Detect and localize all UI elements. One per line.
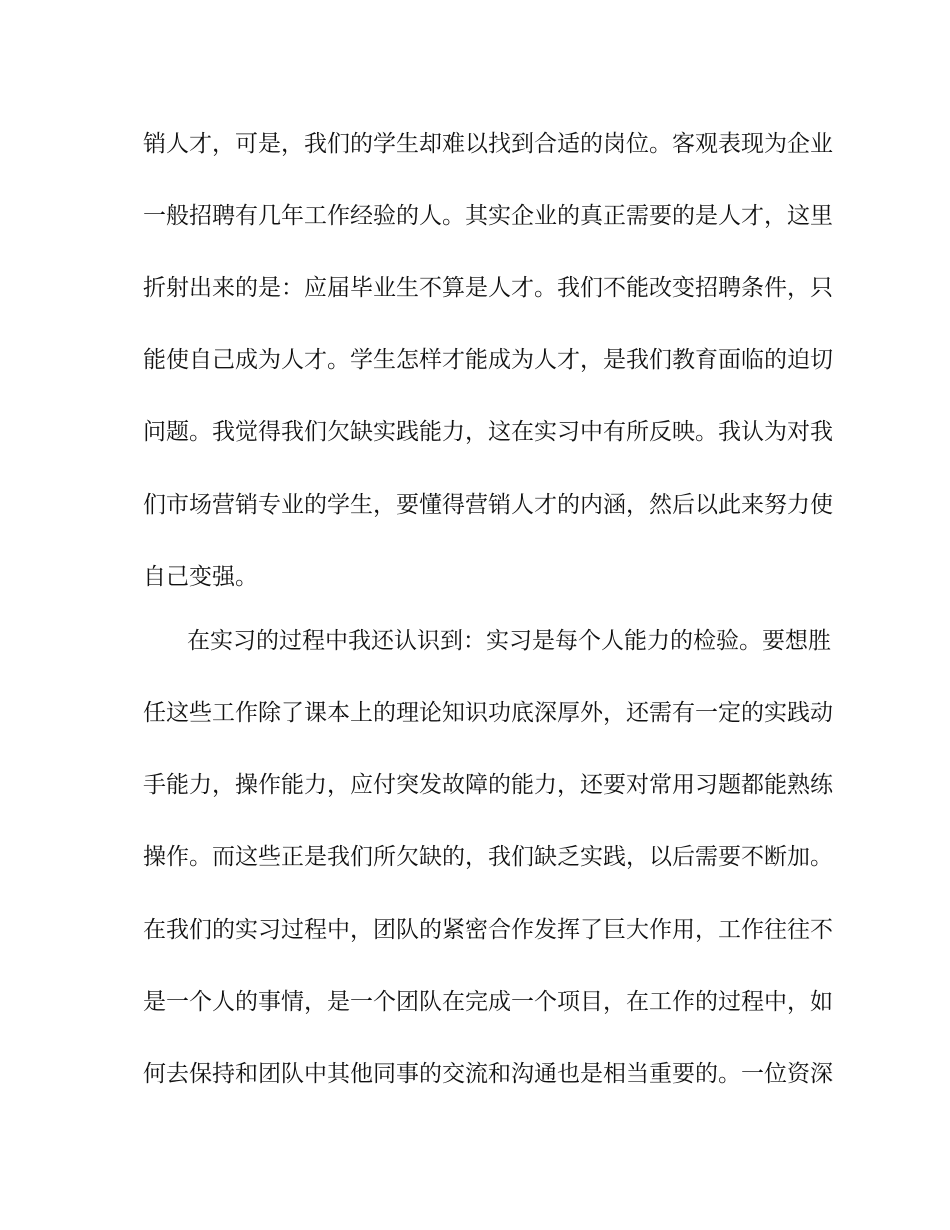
text-line: 问题。我觉得我们欠缺实践能力，这在实习中有所反映。我认为对我 [143,419,833,445]
paragraph-first-line: 在实习的过程中我还认识到：实习是每个人能力的检验。要想胜 [187,628,831,654]
text-line: 是一个人的事情，是一个团队在完成一个项目，在工作的过程中，如 [143,989,833,1015]
text-line: 折射出来的是：应届毕业生不算是人才。我们不能改变招聘条件，只 [143,275,833,301]
text-line: 们市场营销专业的学生，要懂得营销人才的内涵，然后以此来努力使 [143,492,833,518]
text-line: 在我们的实习过程中，团队的紧密合作发挥了巨大作用，工作往往不 [143,917,833,943]
text-line: 能使自己成为人才。学生怎样才能成为人才，是我们教育面临的迫切 [143,347,833,373]
text-line: 自己变强。 [143,564,258,590]
text-line: 操作。而这些正是我们所欠缺的，我们缺乏实践，以后需要不断加。 [143,844,833,870]
text-line: 手能力，操作能力，应付突发故障的能力，还要对常用习题都能熟练 [143,772,833,798]
text-line: 任这些工作除了课本上的理论知识功底深厚外，还需有一定的实践动 [143,700,833,726]
text-line: 销人才，可是，我们的学生却难以找到合适的岗位。客观表现为企业 [143,131,833,157]
text-line: 一般招聘有几年工作经验的人。其实企业的真正需要的是人才，这里 [143,203,833,229]
text-line: 何去保持和团队中其他同事的交流和沟通也是相当重要的。一位资深 [143,1061,833,1087]
